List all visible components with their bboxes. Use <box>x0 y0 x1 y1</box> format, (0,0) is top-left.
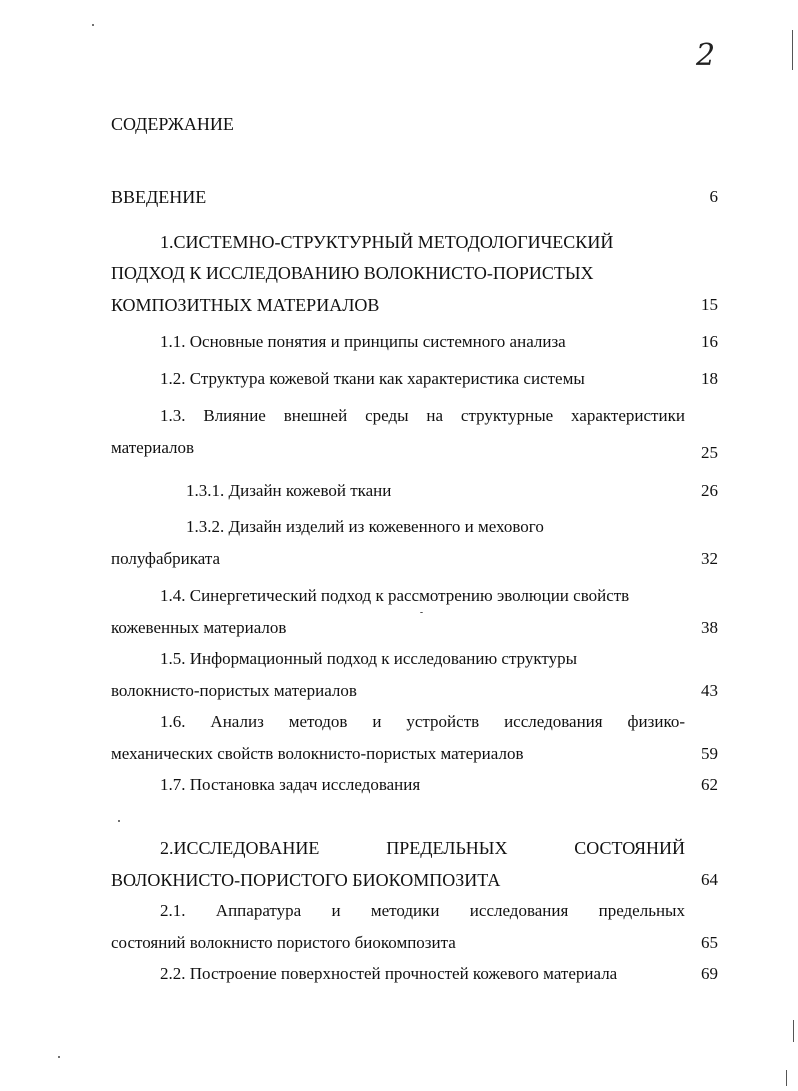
toc-s1-6-line1 <box>160 711 685 733</box>
word: 2.ИССЛЕДОВАНИЕ <box>160 838 320 858</box>
toc-ch2-line1 <box>160 837 685 859</box>
scan-edge-mark <box>786 1070 787 1086</box>
word: Аппаратура <box>215 901 302 920</box>
toc-s1-3-line2: материалов <box>111 438 195 457</box>
toc-s1-7-page: 62 <box>701 775 718 794</box>
toc-s1-3-page: 25 <box>701 443 718 462</box>
scan-speck <box>58 1056 60 1058</box>
toc-s1-6-line2: механических свойств волокнисто-пористых материалов <box>111 744 524 763</box>
toc-ch2-page: 64 <box>701 870 718 889</box>
scan-speck <box>118 820 120 822</box>
word: внешней <box>283 406 348 425</box>
toc-s1-3-2-line1: 1.3.2. Дизайн изделий из кожевенного и мехового <box>186 517 544 536</box>
handwritten-page-number: 2 <box>696 38 716 73</box>
word: методики <box>370 901 440 920</box>
word: 1.6. <box>160 712 186 731</box>
word: и <box>331 901 341 920</box>
word: на <box>426 406 444 425</box>
toc-s1-5-page: 43 <box>701 681 718 700</box>
page-title: СОДЕРЖАНИЕ <box>111 114 234 134</box>
toc-s2-2-title: 2.2. Построение поверхностей прочностей кожевого материала <box>160 964 618 983</box>
word: физико- <box>627 712 685 731</box>
toc-ch1-line3: КОМПОЗИТНЫХ МАТЕРИАЛОВ <box>111 295 380 315</box>
scan-edge-mark <box>792 30 793 70</box>
toc-s1-3-1-page: 26 <box>701 481 718 500</box>
word: устройств <box>406 712 480 731</box>
toc-s1-3-line1 <box>160 405 685 427</box>
toc-ch1-line1: 1.СИСТЕМНО-СТРУКТУРНЫЙ МЕТОДОЛОГИЧЕСКИЙ <box>160 232 614 252</box>
word: СОСТОЯНИЙ <box>574 838 685 858</box>
word: среды <box>365 406 409 425</box>
toc-s2-1-page: 65 <box>701 933 718 952</box>
toc-s1-2-title: 1.2. Структура кожевой ткани как характеристика системы <box>160 369 585 388</box>
scan-edge-mark <box>793 1020 794 1042</box>
toc-s1-7-title: 1.7. Постановка задач исследования <box>160 775 421 794</box>
toc-s1-3-2-line2: полуфабриката <box>111 549 221 568</box>
toc-s1-5-line1: 1.5. Информационный подход к исследованию структуры <box>160 649 578 668</box>
toc-s1-4-line2: кожевенных материалов <box>111 618 287 637</box>
toc-s1-1-title: 1.1. Основные понятия и принципы системного анализа <box>160 332 566 351</box>
word: предельных <box>598 901 685 920</box>
toc-ch1-page: 15 <box>701 295 718 314</box>
word: и <box>372 712 382 731</box>
toc-s1-3-1-title: 1.3.1. Дизайн кожевой ткани <box>186 481 392 500</box>
word: Анализ <box>210 712 264 731</box>
word: Влияние <box>203 406 266 425</box>
toc-s1-5-line2: волокнисто-пористых материалов <box>111 681 357 700</box>
toc-s2-2-page: 69 <box>701 964 718 983</box>
toc-s2-1-line1 <box>160 900 685 922</box>
word: 2.1. <box>160 901 186 920</box>
toc-s1-6-page: 59 <box>701 744 718 763</box>
scan-speck <box>420 612 423 613</box>
toc-intro-title: ВВЕДЕНИЕ <box>111 187 207 207</box>
toc-s2-1-line2: состояний волокнисто пористого биокомпозита <box>111 933 456 952</box>
word: исследования <box>504 712 603 731</box>
toc-s1-4-page: 38 <box>701 618 718 637</box>
word: 1.3. <box>160 406 186 425</box>
toc-intro-page: 6 <box>709 187 718 206</box>
word: исследования <box>469 901 569 920</box>
toc-s1-4-line1: 1.4. Синергетический подход к рассмотрению эволюции свойств <box>160 586 630 605</box>
toc-ch2-line2: ВОЛОКНИСТО-ПОРИСТОГО БИОКОМПОЗИТА <box>111 870 501 890</box>
word: ПРЕДЕЛЬНЫХ <box>386 838 508 858</box>
word: характеристики <box>571 406 685 425</box>
word: методов <box>288 712 348 731</box>
word: структурные <box>460 406 554 425</box>
toc-s1-2-page: 18 <box>701 369 718 388</box>
scan-speck <box>92 24 94 26</box>
toc-s1-3-2-page: 32 <box>701 549 718 568</box>
toc-s1-1-page: 16 <box>701 332 718 351</box>
toc-ch1-line2: ПОДХОД К ИССЛЕДОВАНИЮ ВОЛОКНИСТО-ПОРИСТЫХ <box>111 263 594 283</box>
